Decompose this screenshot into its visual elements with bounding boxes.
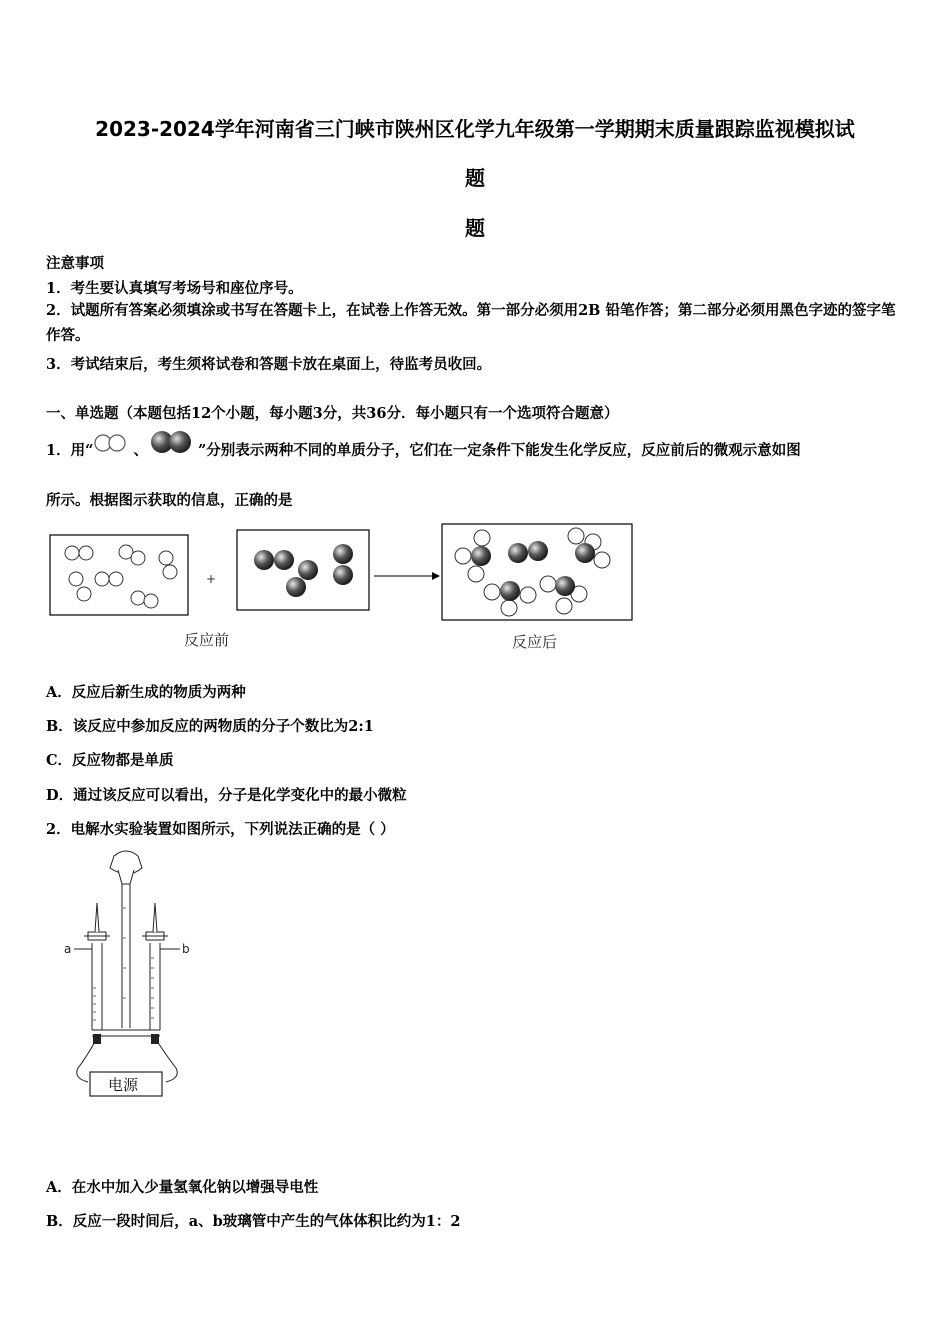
reaction-arrow (374, 572, 440, 580)
q2-option-b[interactable]: B．反应一段时间后，a、b玻璃管中产生的气体体积比约为1：2 (46, 1213, 461, 1230)
tube-b-label: b (182, 942, 190, 956)
page-title-continued: 题 (465, 166, 485, 190)
q1-suffix: ”分别表示两种不同的单质分子，它们在一定条件下能发生化学反应，反应前后的微观示意如图 (197, 442, 801, 459)
q1-separator: 、 (133, 442, 148, 459)
notice-item-2: 2．试题所有答案必须填涂或书写在答题卡上，在试卷上作答无效。第一部分必须用2B 铅笔作答；第二部分必须用黑色字迹的签字笔作答。 (46, 302, 896, 344)
electrolysis-apparatus (58, 848, 198, 1103)
label-after-reaction: 反应后 (512, 633, 558, 651)
question-1-stem-line2: 所示。根据图示获取的信息，正确的是 (46, 492, 293, 509)
solid-molecule-icon (148, 429, 198, 455)
notice-heading: 注意事项 (46, 255, 104, 272)
q1-option-a[interactable]: A．反应后新生成的物质为两种 (46, 684, 246, 701)
page-subtitle: 题 (465, 216, 485, 240)
q2-option-a[interactable]: A．在水中加入少量氢氧化钠以增强导电性 (46, 1179, 319, 1196)
page-title: 2023-2024学年河南省三门峡市陕州区化学九年级第一学期期末质量跟踪监视模拟试 (95, 117, 855, 141)
power-source-label: 电源 (108, 1076, 139, 1094)
reactant-box-hollow (50, 535, 188, 615)
notice-item-3: 3．考试结束后，考生须将试卷和答题卡放在桌面上，待监考员收回。 (46, 356, 492, 373)
plus-sign: + (206, 572, 217, 586)
section-heading: 一、单选题（本题包括12个小题，每小题3分，共36分．每小题只有一个选项符合题意） (46, 405, 619, 422)
label-before-reaction: 反应前 (184, 631, 230, 649)
reaction-diagram (44, 520, 644, 660)
question-2-stem: 2．电解水实验装置如图所示，下列说法正确的是（ ） (46, 821, 395, 838)
hollow-molecule-icon (93, 432, 129, 454)
q1-option-d[interactable]: D．通过该反应可以看出，分子是化学变化中的最小微粒 (46, 787, 407, 804)
tube-a-label: a (64, 942, 72, 956)
notice-item-1: 1．考生要认真填写考场号和座位序号。 (46, 280, 303, 297)
product-box (442, 524, 632, 620)
q1-option-b[interactable]: B．该反应中参加反应的两物质的分子个数比为2:1 (46, 718, 374, 735)
reactant-box-solid (237, 530, 369, 610)
q1-prefix: 1．用“ (46, 442, 94, 459)
question-1-stem (46, 439, 801, 460)
q1-option-c[interactable]: C．反应物都是单质 (46, 752, 174, 769)
